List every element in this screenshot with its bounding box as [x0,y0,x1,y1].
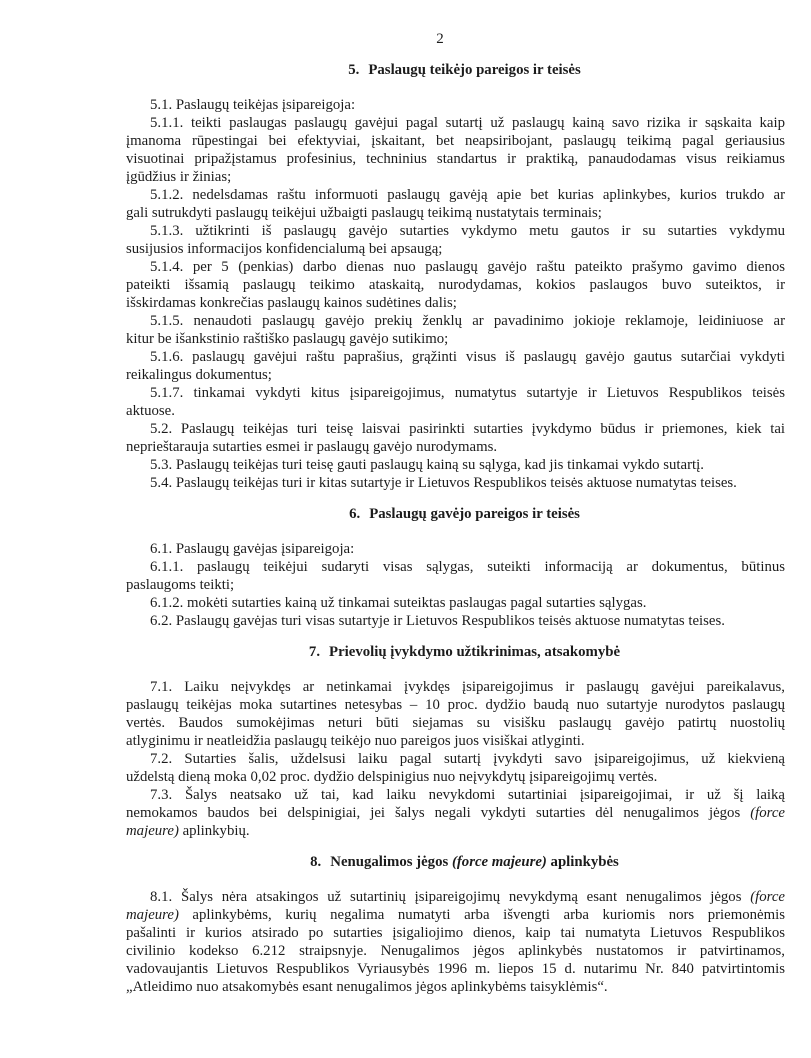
text-segment: (force [750,889,785,905]
text-line [126,732,785,750]
text-line [126,456,785,474]
text-line [126,768,785,786]
text-line [126,696,785,714]
paragraph [126,384,785,420]
paragraph [126,750,785,786]
section-title-part: (force majeure) [451,854,547,870]
text-line [126,558,785,576]
text-line [126,960,785,978]
text-segment: neprieštarauja sutarties esmei ir paslaugų gavėjo nurodymams. [126,439,498,455]
text-segment: 6.1.2. mokėti sutarties kainą už tinkamai suteiktas paslaugas pagal sutarties sąlygas. [150,595,647,611]
text-segment: pateikti išsamią paslaugų teikimo ataskaitą, nurodydamas, kokios paslaugos buvo suteiktos, ir [126,277,785,293]
text-line [126,420,785,438]
text-segment: 8.1. Šalys nėra atsakingos už sutartinių įsipareigojimų nevykdymą esant nenugalimos jėgos [150,889,751,905]
paragraph [126,474,785,492]
text-segment: 5.1.2. nedelsdamas raštu informuoti paslaugų gavėją apie bet kurias aplinkybes, kurios trukdo ar [150,187,785,203]
text-line [126,96,785,114]
text-line [126,924,785,942]
text-segment: susijusios informacijos konfidencialumą bei apsaugą; [126,241,443,257]
section-number: 6. [349,506,361,522]
text-segment: majeure) [126,823,179,839]
text-line [126,366,785,384]
section-number: 8. [310,854,322,870]
text-segment: aktuose. [126,403,175,419]
text-line [126,906,785,924]
text-line [126,348,785,366]
text-line [126,402,785,420]
text-line [126,312,785,330]
paragraph [126,348,785,384]
section-title-part: Prievolių įvykdymo užtikrinimas, atsakomybė [329,644,621,660]
text-line [126,204,785,222]
paragraph [126,420,785,456]
text-segment: 7.3. Šalys neatsako už tai, kad laiku nevykdomi sutartiniai įsipareigojimai, ir už šį laiką [150,787,785,803]
text-line [126,186,785,204]
text-segment: įmanoma rūpestingai bei efektyviai, įskaitant, bet neapsiribojant, paslaugų teikimą pagal geriausius [126,133,785,149]
text-segment: gali sutrukdyti paslaugų teikėjui užbaigti paslaugų teikimą nustatytais terminais; [126,205,602,221]
section-heading [126,505,785,523]
text-segment: 5.1.4. per 5 (penkias) darbo dienas nuo paslaugų gavėjo raštu pateikto prašymo gavimo dienos [150,259,785,275]
text-segment: atlyginimu ir neatleidžia paslaugų teikėjo nuo pareigos juos visiškai atlyginti. [126,733,585,749]
text-segment: išskirdamas konkrečias paslaugų kainos sudėtines dalis; [126,295,457,311]
paragraph [126,312,785,348]
text-segment: paslaugoms teikti; [126,577,235,593]
text-line [126,222,785,240]
text-line [126,978,785,996]
paragraph [126,678,785,750]
text-line [126,330,785,348]
section-number: 7. [308,644,321,660]
text-line [126,942,785,960]
text-segment: 5.1.3. užtikrinti iš paslaugų gavėjo sutarties vykdymo metu gautos ir su sutarties vykdymu [150,223,785,239]
text-line [126,240,785,258]
text-segment: majeure) [126,907,179,923]
section-heading [126,61,785,79]
text-segment: 6.1. Paslaugų gavėjas įsipareigoja: [150,541,355,557]
text-segment: „Atleidimo nuo atsakomybės esant nenugalimos jėgos aplinkybėms taisyklėmis“. [126,979,608,995]
text-segment: uždelstą dieną moka 0,02 proc. dydžio delspinigius nuo neįvykdytų įsipareigojimų vertės. [126,769,658,785]
text-line [126,114,785,132]
text-segment: 5.4. Paslaugų teikėjas turi ir kitas sutartyje ir Lietuvos Respublikos teisės aktuose numatytas teises. [150,475,737,491]
text-line [126,294,785,312]
section-number: 5. [348,62,360,78]
text-line [126,576,785,594]
text-line [126,804,785,822]
text-line [126,786,785,804]
paragraph [126,612,785,630]
document-body [126,61,785,996]
paragraph [126,222,785,258]
text-segment: aplinkybių. [178,823,250,839]
text-segment: reikalingus dokumentus; [126,367,272,383]
text-segment: vertės. Baudos sumokėjimas neturi būti siejamas su visišku paslaugų gavėjo patirtų nuostolių [126,715,785,731]
section-title-part: Paslaugų gavėjo pareigos ir teisės [369,506,580,522]
text-line [126,714,785,732]
text-line [126,750,785,768]
text-segment: paslaugų teikėjas moka sutartines netesybas – 10 proc. dydžio baudą nuo sutartyje nurodytos paslaugų [126,697,785,713]
text-segment: civilinio kodekso 6.212 straipsnyje. Nenugalimos jėgos aplinkybės nustatomos ir patvirtinamos, [126,943,785,959]
section-heading [126,643,785,661]
text-line [126,150,785,168]
paragraph [126,594,785,612]
text-line [126,258,785,276]
text-line [126,168,785,186]
text-line [126,132,785,150]
text-line [126,384,785,402]
text-segment: 7.2. Sutarties šalis, uždelsusi laiku pagal sutartį įvykdyti savo įsipareigojimus, už kiekvieną [150,751,785,767]
text-segment: aplinkybėms, kurių negalima numatyti arba išvengti arba kuriomis nors priemonėmis [178,907,785,923]
text-segment: (force [750,805,785,821]
text-segment: kitur be išankstinio raštiško paslaugų gavėjo sutikimo; [126,331,449,347]
paragraph [126,456,785,474]
text-line [126,438,785,456]
text-segment: vadovaujantis Lietuvos Respublikos Vyriausybės 1996 m. liepos 15 d. nutarimu Nr. 840 patvirtintomis [126,961,785,977]
text-segment: pašalinti ir kurios atsirado po sutarties įsigaliojimo dienos, kaip tai numatyta Lietuvos Respublikos [126,925,785,941]
text-segment: 5.1.1. teikti paslaugas paslaugų gavėjui pagal sutartį už paslaugų kainą savo rizika ir sąskaita kaip [150,115,785,131]
text-line [126,888,785,906]
text-line [126,474,785,492]
text-segment: 5.1.6. paslaugų gavėjui raštu paprašius, grąžinti visus iš paslaugų gavėjo gautus sutarčiai vykdyti [150,349,785,365]
text-segment: 5.3. Paslaugų teikėjas turi teisę gauti paslaugų kainą su sąlyga, kad jis tinkamai vykdo sutartį. [150,457,704,473]
text-line [126,822,785,840]
text-segment: įgūdžius ir žinias; [126,169,232,185]
text-segment: 5.1.5. nenaudoti paslaugų gavėjo prekių ženklų ar pavadinimo jokioje reklamoje, leidiniuose ar [150,313,785,329]
text-line [126,276,785,294]
paragraph [126,258,785,312]
paragraph [126,96,785,114]
text-segment: visuotinai pripažįstamus profesinius, techninius standartus ir praktiką, panaudodamas visus reikiamus [126,151,785,167]
text-segment: 7.1. Laiku neįvykdęs ar netinkamai įvykdęs įsipareigojimus ir paslaugų gavėjui pareikalavus, [150,679,785,695]
paragraph [126,186,785,222]
text-line [126,678,785,696]
page-number: 2 [436,31,444,47]
text-segment: nemokamos baudos bei delspinigiai, jei šalys negali vykdyti sutarties dėl nenugalimos jėgos [126,805,751,821]
paragraph [126,558,785,594]
text-segment: 5.1. Paslaugų teikėjas įsipareigoja: [150,97,356,113]
section-title-part: Nenugalimos jėgos [330,854,452,870]
text-segment: 5.2. Paslaugų teikėjas turi teisę laisvai pasirinkti sutarties įvykdymo būdus ir priemones, kiek tai [150,421,785,437]
paragraph [126,786,785,840]
text-line [126,540,785,558]
section-heading [126,853,785,871]
text-line [126,594,785,612]
text-line [126,612,785,630]
paragraph [126,888,785,996]
paragraph [126,114,785,186]
text-segment: 6.1.1. paslaugų teikėjui sudaryti visas sąlygas, suteikti informaciją ar dokumentus, būtinus [150,559,785,575]
section-title-part: aplinkybės [546,854,619,870]
section-title-part: Paslaugų teikėjo pareigos ir teisės [368,62,581,78]
text-segment: 5.1.7. tinkamai vykdyti kitus įsipareigojimus, numatytus sutartyje ir Lietuvos Respublikos teisės [150,385,785,401]
text-segment: 6.2. Paslaugų gavėjas turi visas sutartyje ir Lietuvos Respublikos teisės aktuose numatytas teises. [150,613,725,629]
paragraph [126,540,785,558]
